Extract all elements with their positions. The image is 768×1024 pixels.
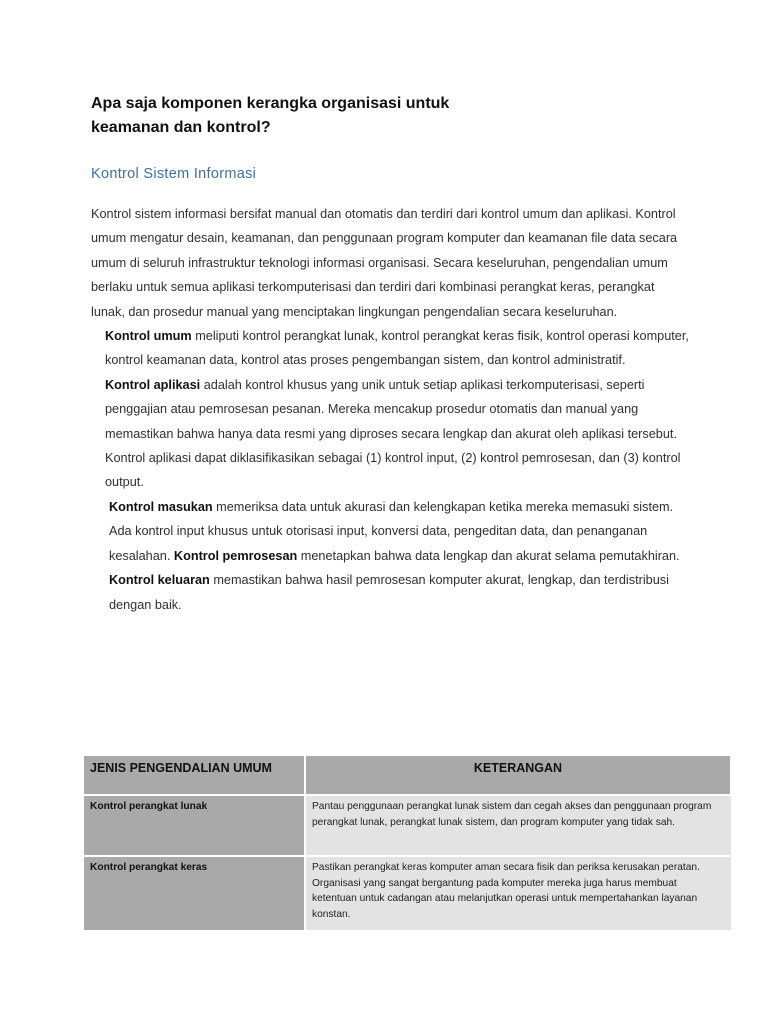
paragraph-text: memeriksa data untuk akurasi dan kelengkapan ketika mereka memasuki sistem. Ada kontrol input khusus untuk otorisasi input, konversi data, pengeditan data, dan penanganan kesalahan.	[109, 499, 674, 563]
term-application-controls: Kontrol aplikasi	[105, 377, 201, 392]
header-description: KETERANGAN	[305, 756, 731, 795]
paragraph-text: adalah kontrol khusus yang unik untuk setiap aplikasi terkomputerisasi, seperti penggajian atau pemrosesan pesanan. Mereka mencakup prosedur otomatis dan manual yang memastikan bahwa hanya data resmi yang diproses secara lengkap dan akurat oleh aplikasi tersebut. Kontrol aplikasi dapat diklasifikasikan sebagai (1) kontrol input, (2) kontrol pemrosesan, dan (3) kontrol output.	[105, 377, 681, 490]
general-controls-table	[84, 756, 732, 930]
question-heading: Apa saja komponen kerangka organisasi untuk keamanan dan kontrol?	[91, 95, 450, 136]
paragraph-io-controls	[91, 495, 691, 617]
cell-description: Pastikan perangkat keras komputer aman secara fisik dan periksa kerusakan peratan. Organisasi yang sangat bergantung pada komputer mereka juga harus membuat ketentuan untuk cadangan atau melanjutkan operasi untuk mempertahankan layanan konstan.	[305, 856, 731, 930]
table-row	[84, 856, 731, 930]
cell-description: Pantau penggunaan perangkat lunak sistem dan cegah akses dan penggunaan program perangkat lunak, perangkat lunak sistem, dan program komputer yang tidak sah.	[305, 795, 731, 856]
paragraph-intro: Kontrol sistem informasi bersifat manual dan otomatis dan terdiri dari kontrol umum dan aplikasi. Kontrol umum mengatur desain, keamanan, dan penggunaan program komputer dan keamanan file data secara umum di seluruh infrastruktur teknologi informasi organisasi. Secara keseluruhan, pengendalian umum berlaku untuk semua aplikasi terkomputerisasi dan terdiri dari kombinasi perangkat keras, perangkat lunak, dan prosedur manual yang menciptakan lingkungan pengendalian secara keseluruhan.	[91, 207, 678, 319]
paragraph-general-controls	[91, 324, 691, 373]
paragraph-application-controls	[91, 373, 691, 495]
term-output-controls: Kontrol keluaran	[109, 573, 210, 588]
table-header-row	[84, 756, 731, 795]
body-text	[91, 202, 691, 617]
term-general-controls: Kontrol umum	[105, 329, 192, 344]
paragraph-text: memastikan bahwa hasil pemrosesan komputer akurat, lengkap, dan terdistribusi dengan baik.	[109, 573, 669, 612]
header-control-type: JENIS PENGENDALIAN UMUM	[84, 756, 305, 795]
paragraph-text: menetapkan bahwa data lengkap dan akurat selama pemutakhiran.	[297, 548, 680, 563]
term-processing-controls: Kontrol pemrosesan	[173, 548, 298, 563]
table-row	[84, 795, 731, 856]
section-title: Kontrol Sistem Informasi	[91, 166, 257, 182]
cell-control-type: Kontrol perangkat keras	[84, 856, 305, 930]
paragraph-text: meliputi kontrol perangkat lunak, kontrol perangkat keras fisik, kontrol operasi komputer, kontrol keamanan data, kontrol atas proses pengembangan sistem, dan kontrol administratif.	[105, 329, 689, 368]
cell-control-type: Kontrol perangkat lunak	[84, 795, 305, 856]
term-input-controls: Kontrol masukan	[109, 499, 213, 514]
